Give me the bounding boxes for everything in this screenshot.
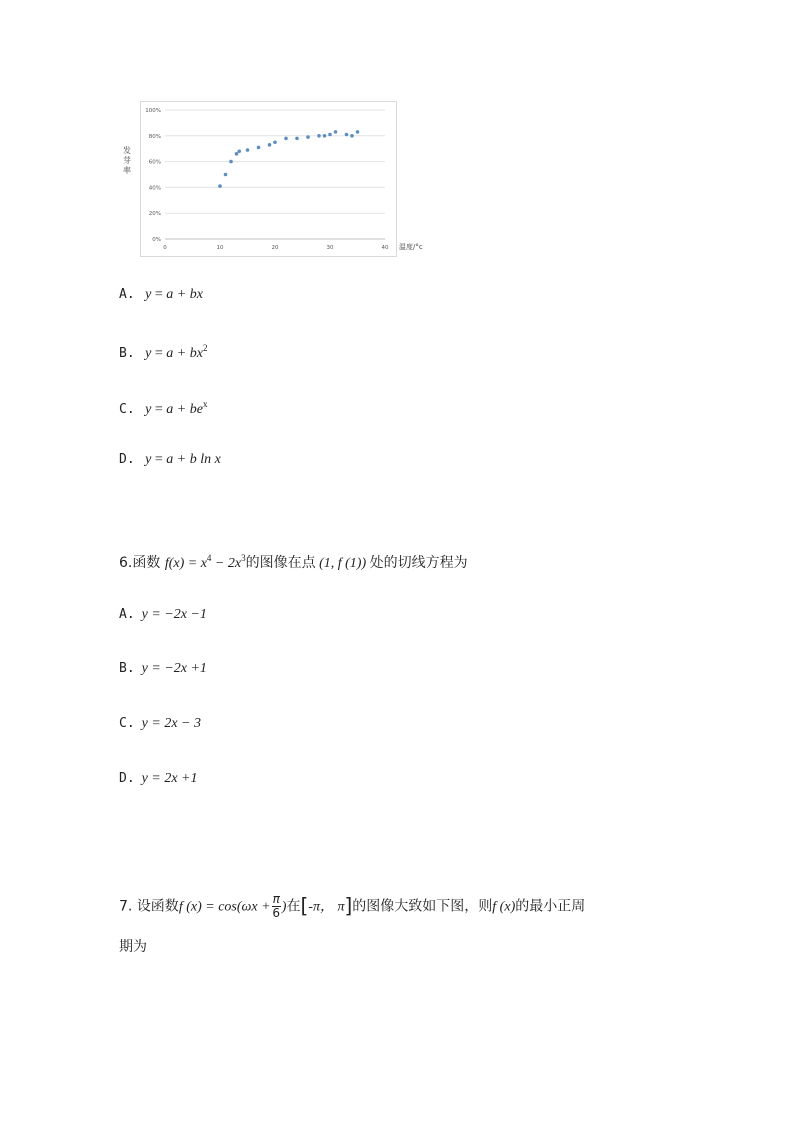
q5-option-b: B. $y = a + bx^2$: [119, 343, 208, 361]
data-point: [345, 133, 349, 137]
data-point: [273, 140, 277, 144]
q7-fraction: $\frac{\pi}{6}$: [272, 892, 280, 920]
chart-plot-area: [141, 102, 396, 256]
q7-stem-line2: 期为: [119, 939, 147, 955]
x-tick-label: 40: [381, 245, 389, 251]
q5-option-a: A. y = a + bx: [119, 287, 203, 302]
data-point: [284, 137, 288, 141]
y-tick-label: 80%: [148, 133, 161, 140]
q6-option-d: D. y = 2x +1: [119, 771, 198, 786]
data-point: [295, 137, 299, 141]
data-point: [317, 134, 321, 138]
data-point: [328, 133, 332, 137]
q7-stem-line1: 7. 设函数f (x) = cos(ωx + $\frac{\pi}{6}$ )在[-π， π]的图像大致如下图，则f (x)的最小正周: [119, 892, 586, 920]
data-point: [334, 130, 338, 134]
data-point: [306, 135, 310, 139]
chart-y-label: 发芽率: [123, 146, 131, 175]
q6-option-a: A. y = −2x −1: [119, 607, 207, 622]
y-tick-label: 100%: [145, 108, 161, 114]
data-point: [268, 143, 272, 147]
data-point: [235, 152, 239, 156]
data-point: [218, 184, 222, 188]
q6-option-c: C. y = 2x − 3: [119, 716, 201, 731]
x-tick-label: 30: [326, 245, 334, 251]
data-point: [246, 148, 250, 152]
data-point: [257, 146, 261, 150]
data-point: [323, 134, 327, 138]
scatter-chart: [140, 101, 397, 257]
data-point: [229, 160, 233, 164]
y-tick-label: 60%: [148, 159, 161, 166]
data-point: [350, 134, 354, 138]
x-tick-label: 20: [271, 245, 279, 251]
chart-x-label: 温度/°c: [399, 243, 423, 251]
data-point: [237, 149, 241, 153]
x-tick-label: 10: [216, 245, 224, 251]
data-point: [356, 130, 360, 134]
data-point: [224, 173, 228, 177]
y-tick-label: 20%: [148, 211, 161, 218]
q5-option-c: C. $y = a + be^x$: [119, 399, 208, 417]
y-tick-label: 40%: [148, 185, 161, 192]
q6-stem: 6.函数 $f(x) = x^4 - 2x^3$的图像在点 (1, f (1)) 处的切线方程为: [119, 553, 468, 571]
q6-option-b: B. y = −2x +1: [119, 661, 207, 676]
x-tick-label: 0: [163, 245, 167, 251]
y-tick-label: 0%: [152, 237, 161, 243]
q5-option-d: D. y = a + b ln x: [119, 452, 221, 467]
